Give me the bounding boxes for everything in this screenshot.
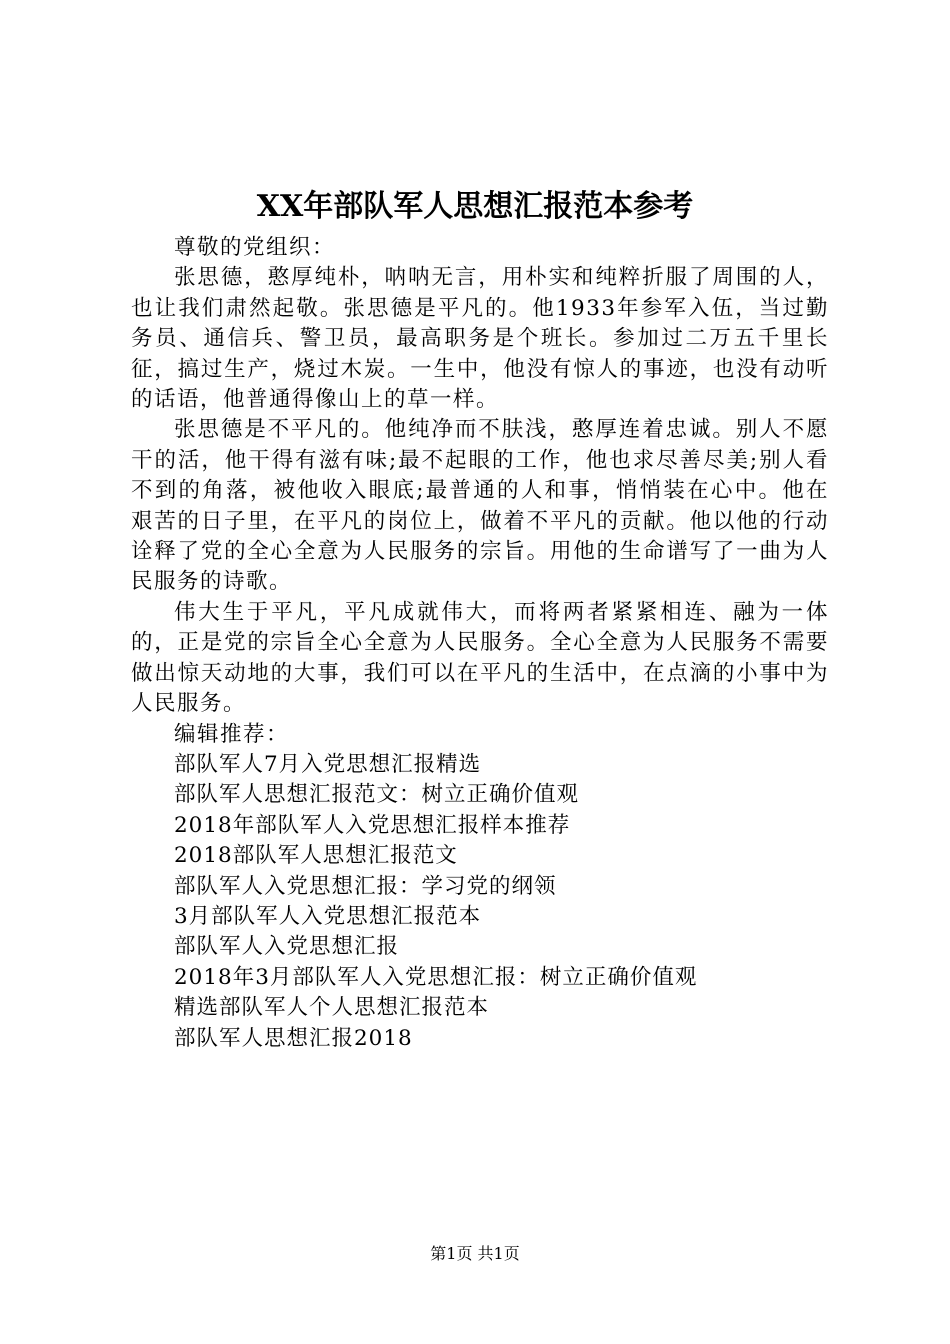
recommendation-item[interactable]: 部队军人入党思想汇报：学习党的纲领 [174, 873, 557, 899]
paragraph-1: 张思德，憨厚纯朴，呐呐无言，用朴实和纯粹折服了周围的人，也让我们肃然起敬。张思德是平凡的。他1933年参军入伍，当过勤务员、通信兵、警卫员，最高职务是个班长。参加过二万五千里长征，搞过生产，烧过木炭。一生中，他没有惊人的事迹，也没有动听的话语，他普通得像山上的草一样。 [131, 265, 829, 413]
page-number-footer: 第1页 共1页 [430, 1244, 520, 1263]
recommendation-item[interactable]: 精选部队军人个人思想汇报范本 [174, 995, 490, 1021]
recommendation-list [131, 750, 829, 1054]
recommendation-item[interactable]: 2018部队军人思想汇报范文 [174, 843, 458, 869]
document-body [131, 233, 829, 1054]
recommendation-item[interactable]: 3月部队军人入党思想汇报范本 [174, 903, 482, 929]
salutation: 尊敬的党组织： [174, 235, 336, 260]
paragraph-3: 伟大生于平凡，平凡成就伟大，而将两者紧紧相连、融为一体的，正是党的宗旨全心全意为人民服务。全心全意为人民服务不需要做出惊天动地的大事，我们可以在平凡的生活中，在点滴的小事中为人民服务。 [131, 599, 829, 717]
recommendation-item[interactable]: 部队军人思想汇报范文：树立正确价值观 [174, 782, 580, 808]
recommendation-item[interactable]: 2018年3月部队军人入党思想汇报：树立正确价值观 [174, 964, 698, 990]
recommendation-item[interactable]: 部队军人7月入党思想汇报精选 [174, 751, 482, 777]
editor-recommendation-label: 编辑推荐： [174, 721, 290, 747]
recommendation-item[interactable]: 部队军人入党思想汇报 [174, 934, 400, 960]
recommendation-item[interactable]: 2018年部队军人入党思想汇报样本推荐 [174, 812, 571, 838]
recommendation-item[interactable]: 部队军人思想汇报2018 [174, 1025, 413, 1051]
paragraph-2: 张思德是不平凡的。他纯净而不肤浅，憨厚连着忠诚。别人不愿干的活，他干得有滋有味;最不起眼的工作，他也求尽善尽美;别人看不到的角落，被他收入眼底;最普通的人和事，悄悄装在心中。他在艰苦的日子里，在平凡的岗位上，做着不平凡的贡献。他以他的行动诠释了党的全心全意为人民服务的宗旨。用他的生命谱写了一曲为人民服务的诗歌。 [131, 417, 829, 595]
document-title: XX年部队军人思想汇报范本参考 [256, 189, 694, 224]
